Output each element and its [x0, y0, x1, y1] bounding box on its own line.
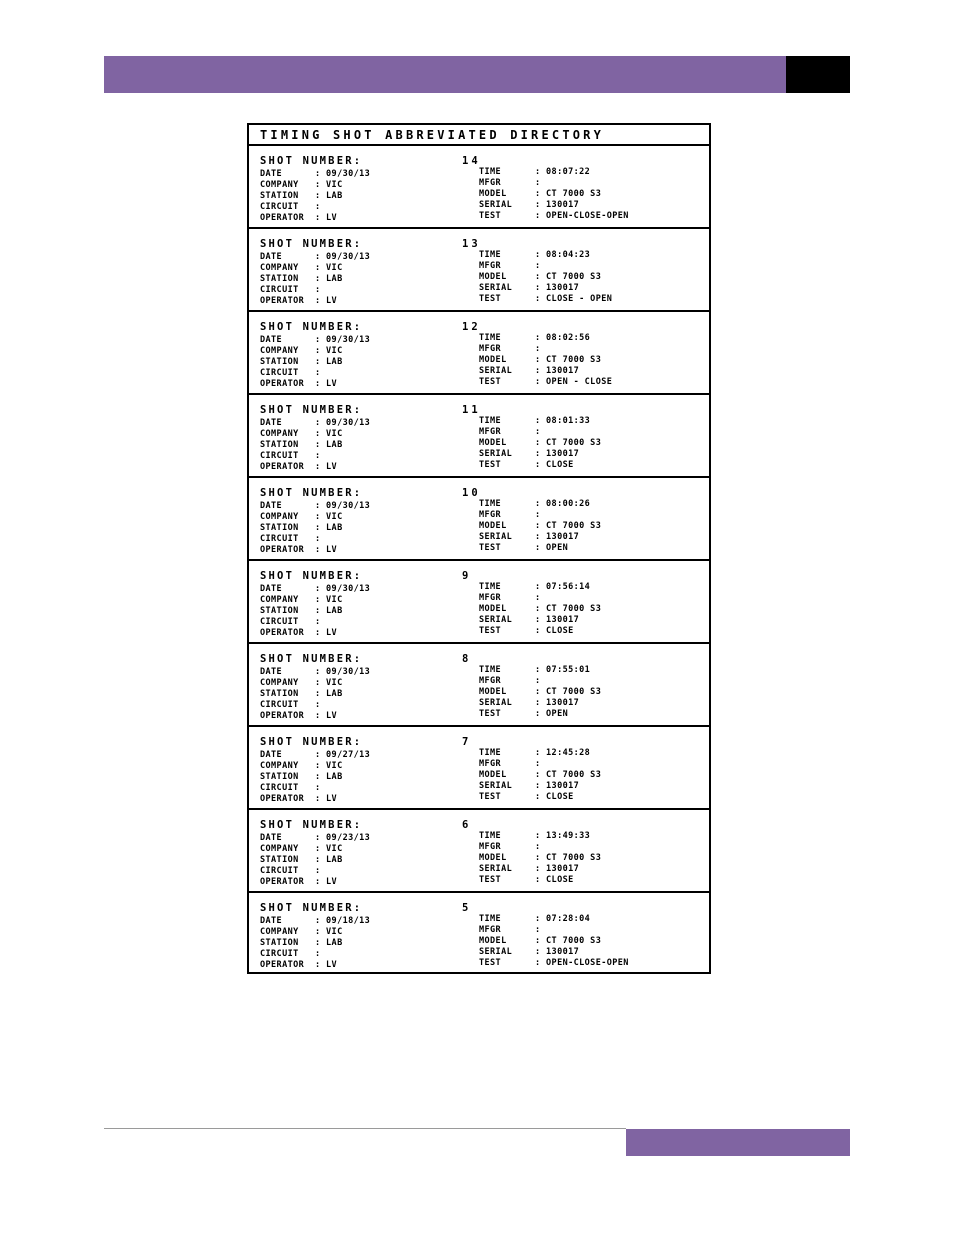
company-label: COMPANY — [260, 263, 299, 273]
model-value: : CT 7000 S3 — [535, 770, 602, 780]
station-value: : LAB — [315, 191, 343, 201]
mfgr-label: MFGR — [479, 261, 502, 271]
serial-value: : 130017 — [535, 200, 580, 210]
company-value: : VIC — [315, 180, 343, 190]
operator-value: : LV — [315, 545, 338, 555]
serial-label: SERIAL — [479, 781, 513, 791]
shot-number-label: SHOT NUMBER: — [260, 321, 363, 333]
station-value: : LAB — [315, 689, 343, 699]
test-label: TEST — [479, 211, 502, 221]
station-label: STATION — [260, 938, 299, 948]
model-label: MODEL — [479, 853, 507, 863]
model-label: MODEL — [479, 438, 507, 448]
time-label: TIME — [479, 748, 502, 758]
operator-label: OPERATOR — [260, 379, 305, 389]
model-label: MODEL — [479, 936, 507, 946]
test-value: : CLOSE - OPEN — [535, 294, 613, 304]
model-value: : CT 7000 S3 — [535, 853, 602, 863]
shot-number-label: SHOT NUMBER: — [260, 238, 363, 250]
date-label: DATE — [260, 584, 283, 594]
printout-title: TIMING SHOT ABBREVIATED DIRECTORY — [249, 125, 709, 146]
time-label: TIME — [479, 250, 502, 260]
mfgr-value: : — [535, 925, 541, 935]
mfgr-value: : — [535, 759, 541, 769]
shot-entry — [249, 478, 709, 561]
time-label: TIME — [479, 333, 502, 343]
operator-value: : LV — [315, 296, 338, 306]
circuit-value: : — [315, 783, 321, 793]
station-value: : LAB — [315, 938, 343, 948]
model-label: MODEL — [479, 770, 507, 780]
shot-entry — [249, 312, 709, 395]
station-label: STATION — [260, 606, 299, 616]
serial-label: SERIAL — [479, 449, 513, 459]
date-value: : 09/23/13 — [315, 833, 371, 843]
shot-entry — [249, 229, 709, 312]
serial-label: SERIAL — [479, 698, 513, 708]
test-label: TEST — [479, 875, 502, 885]
operator-value: : LV — [315, 711, 338, 721]
company-value: : VIC — [315, 346, 343, 356]
shot-number-value: 9 — [462, 570, 472, 582]
model-value: : CT 7000 S3 — [535, 438, 602, 448]
mfgr-value: : — [535, 676, 541, 686]
time-label: TIME — [479, 499, 502, 509]
date-label: DATE — [260, 833, 283, 843]
station-value: : LAB — [315, 440, 343, 450]
time-label: TIME — [479, 167, 502, 177]
test-value: : CLOSE — [535, 626, 574, 636]
date-value: : 09/30/13 — [315, 169, 371, 179]
circuit-value: : — [315, 866, 321, 876]
station-label: STATION — [260, 855, 299, 865]
model-value: : CT 7000 S3 — [535, 272, 602, 282]
station-value: : LAB — [315, 357, 343, 367]
serial-value: : 130017 — [535, 615, 580, 625]
shot-number-label: SHOT NUMBER: — [260, 736, 363, 748]
shot-number-value: 14 — [462, 155, 481, 167]
test-value: : OPEN - CLOSE — [535, 377, 613, 387]
time-value: : 12:45:28 — [535, 748, 591, 758]
serial-label: SERIAL — [479, 283, 513, 293]
test-value: : OPEN — [535, 543, 569, 553]
company-label: COMPANY — [260, 180, 299, 190]
circuit-value: : — [315, 949, 321, 959]
circuit-label: CIRCUIT — [260, 451, 299, 461]
date-label: DATE — [260, 667, 283, 677]
mfgr-value: : — [535, 344, 541, 354]
serial-value: : 130017 — [535, 366, 580, 376]
operator-label: OPERATOR — [260, 213, 305, 223]
test-value: : CLOSE — [535, 460, 574, 470]
test-value: : CLOSE — [535, 875, 574, 885]
model-label: MODEL — [479, 521, 507, 531]
mfgr-value: : — [535, 510, 541, 520]
circuit-value: : — [315, 202, 321, 212]
circuit-label: CIRCUIT — [260, 202, 299, 212]
mfgr-label: MFGR — [479, 427, 502, 437]
station-label: STATION — [260, 357, 299, 367]
circuit-label: CIRCUIT — [260, 949, 299, 959]
serial-label: SERIAL — [479, 615, 513, 625]
footer-rule — [104, 1128, 626, 1129]
serial-label: SERIAL — [479, 200, 513, 210]
circuit-value: : — [315, 451, 321, 461]
shot-number-value: 6 — [462, 819, 472, 831]
test-label: TEST — [479, 792, 502, 802]
shot-number-label: SHOT NUMBER: — [260, 902, 363, 914]
shot-number-value: 11 — [462, 404, 481, 416]
station-label: STATION — [260, 274, 299, 284]
shot-number-value: 5 — [462, 902, 472, 914]
company-label: COMPANY — [260, 927, 299, 937]
operator-label: OPERATOR — [260, 960, 305, 970]
date-value: : 09/30/13 — [315, 252, 371, 262]
shot-entry — [249, 727, 709, 810]
model-label: MODEL — [479, 687, 507, 697]
model-value: : CT 7000 S3 — [535, 355, 602, 365]
station-value: : LAB — [315, 606, 343, 616]
date-label: DATE — [260, 916, 283, 926]
operator-label: OPERATOR — [260, 794, 305, 804]
test-label: TEST — [479, 958, 502, 968]
date-label: DATE — [260, 335, 283, 345]
model-label: MODEL — [479, 272, 507, 282]
operator-label: OPERATOR — [260, 711, 305, 721]
date-value: : 09/30/13 — [315, 335, 371, 345]
company-label: COMPANY — [260, 678, 299, 688]
timing-shot-directory-printout — [247, 123, 711, 974]
time-value: : 13:49:33 — [535, 831, 591, 841]
mfgr-value: : — [535, 842, 541, 852]
mfgr-value: : — [535, 427, 541, 437]
mfgr-label: MFGR — [479, 593, 502, 603]
header-page-block — [786, 56, 850, 93]
company-label: COMPANY — [260, 595, 299, 605]
circuit-label: CIRCUIT — [260, 866, 299, 876]
company-value: : VIC — [315, 263, 343, 273]
operator-value: : LV — [315, 794, 338, 804]
company-label: COMPANY — [260, 346, 299, 356]
test-label: TEST — [479, 543, 502, 553]
station-label: STATION — [260, 689, 299, 699]
serial-value: : 130017 — [535, 449, 580, 459]
serial-value: : 130017 — [535, 947, 580, 957]
mfgr-label: MFGR — [479, 344, 502, 354]
operator-value: : LV — [315, 960, 338, 970]
shot-number-value: 7 — [462, 736, 472, 748]
circuit-value: : — [315, 285, 321, 295]
time-value: : 08:00:26 — [535, 499, 591, 509]
mfgr-label: MFGR — [479, 925, 502, 935]
time-value: : 08:01:33 — [535, 416, 591, 426]
time-value: : 07:55:01 — [535, 665, 591, 675]
company-label: COMPANY — [260, 844, 299, 854]
test-value: : OPEN — [535, 709, 569, 719]
test-label: TEST — [479, 294, 502, 304]
time-value: : 08:02:56 — [535, 333, 591, 343]
station-value: : LAB — [315, 274, 343, 284]
shot-list — [249, 146, 709, 975]
shot-entry — [249, 893, 709, 975]
date-label: DATE — [260, 252, 283, 262]
company-value: : VIC — [315, 512, 343, 522]
mfgr-value: : — [535, 593, 541, 603]
circuit-label: CIRCUIT — [260, 700, 299, 710]
footer-bar — [626, 1129, 850, 1156]
operator-value: : LV — [315, 379, 338, 389]
shot-number-value: 10 — [462, 487, 481, 499]
test-label: TEST — [479, 460, 502, 470]
serial-label: SERIAL — [479, 864, 513, 874]
date-value: : 09/18/13 — [315, 916, 371, 926]
test-value: : OPEN-CLOSE-OPEN — [535, 958, 629, 968]
test-value: : CLOSE — [535, 792, 574, 802]
time-label: TIME — [479, 416, 502, 426]
shot-entry — [249, 395, 709, 478]
date-label: DATE — [260, 418, 283, 428]
serial-value: : 130017 — [535, 864, 580, 874]
company-value: : VIC — [315, 678, 343, 688]
mfgr-label: MFGR — [479, 510, 502, 520]
date-label: DATE — [260, 501, 283, 511]
company-value: : VIC — [315, 927, 343, 937]
circuit-label: CIRCUIT — [260, 783, 299, 793]
mfgr-value: : — [535, 178, 541, 188]
serial-value: : 130017 — [535, 283, 580, 293]
company-value: : VIC — [315, 761, 343, 771]
test-value: : OPEN-CLOSE-OPEN — [535, 211, 629, 221]
shot-number-value: 8 — [462, 653, 472, 665]
company-label: COMPANY — [260, 512, 299, 522]
station-value: : LAB — [315, 523, 343, 533]
model-value: : CT 7000 S3 — [535, 936, 602, 946]
date-value: : 09/30/13 — [315, 501, 371, 511]
test-label: TEST — [479, 626, 502, 636]
station-value: : LAB — [315, 772, 343, 782]
test-label: TEST — [479, 709, 502, 719]
time-label: TIME — [479, 914, 502, 924]
time-value: : 07:56:14 — [535, 582, 591, 592]
mfgr-label: MFGR — [479, 178, 502, 188]
operator-value: : LV — [315, 877, 338, 887]
model-label: MODEL — [479, 604, 507, 614]
date-value: : 09/30/13 — [315, 667, 371, 677]
shot-entry — [249, 146, 709, 229]
operator-value: : LV — [315, 628, 338, 638]
operator-label: OPERATOR — [260, 877, 305, 887]
mfgr-label: MFGR — [479, 676, 502, 686]
serial-label: SERIAL — [479, 947, 513, 957]
station-label: STATION — [260, 772, 299, 782]
shot-number-value: 13 — [462, 238, 481, 250]
shot-entry — [249, 810, 709, 893]
company-label: COMPANY — [260, 429, 299, 439]
circuit-value: : — [315, 368, 321, 378]
circuit-value: : — [315, 700, 321, 710]
time-label: TIME — [479, 831, 502, 841]
operator-label: OPERATOR — [260, 545, 305, 555]
time-value: : 08:04:23 — [535, 250, 591, 260]
time-label: TIME — [479, 582, 502, 592]
circuit-label: CIRCUIT — [260, 285, 299, 295]
shot-number-label: SHOT NUMBER: — [260, 487, 363, 499]
circuit-label: CIRCUIT — [260, 368, 299, 378]
operator-label: OPERATOR — [260, 462, 305, 472]
shot-entry — [249, 561, 709, 644]
model-value: : CT 7000 S3 — [535, 521, 602, 531]
date-label: DATE — [260, 750, 283, 760]
shot-number-label: SHOT NUMBER: — [260, 404, 363, 416]
test-label: TEST — [479, 377, 502, 387]
circuit-value: : — [315, 534, 321, 544]
mfgr-label: MFGR — [479, 842, 502, 852]
operator-value: : LV — [315, 462, 338, 472]
shot-entry — [249, 644, 709, 727]
time-value: : 08:07:22 — [535, 167, 591, 177]
serial-value: : 130017 — [535, 698, 580, 708]
circuit-label: CIRCUIT — [260, 534, 299, 544]
serial-value: : 130017 — [535, 781, 580, 791]
serial-label: SERIAL — [479, 366, 513, 376]
shot-number-label: SHOT NUMBER: — [260, 570, 363, 582]
operator-label: OPERATOR — [260, 628, 305, 638]
shot-number-label: SHOT NUMBER: — [260, 155, 363, 167]
operator-value: : LV — [315, 213, 338, 223]
time-label: TIME — [479, 665, 502, 675]
header-bar — [104, 56, 786, 93]
serial-value: : 130017 — [535, 532, 580, 542]
circuit-value: : — [315, 617, 321, 627]
model-value: : CT 7000 S3 — [535, 687, 602, 697]
circuit-label: CIRCUIT — [260, 617, 299, 627]
date-value: : 09/30/13 — [315, 418, 371, 428]
operator-label: OPERATOR — [260, 296, 305, 306]
date-label: DATE — [260, 169, 283, 179]
serial-label: SERIAL — [479, 532, 513, 542]
station-label: STATION — [260, 440, 299, 450]
time-value: : 07:28:04 — [535, 914, 591, 924]
station-label: STATION — [260, 523, 299, 533]
company-label: COMPANY — [260, 761, 299, 771]
station-label: STATION — [260, 191, 299, 201]
model-value: : CT 7000 S3 — [535, 189, 602, 199]
date-value: : 09/30/13 — [315, 584, 371, 594]
model-value: : CT 7000 S3 — [535, 604, 602, 614]
mfgr-value: : — [535, 261, 541, 271]
mfgr-label: MFGR — [479, 759, 502, 769]
station-value: : LAB — [315, 855, 343, 865]
shot-number-label: SHOT NUMBER: — [260, 819, 363, 831]
model-label: MODEL — [479, 355, 507, 365]
shot-number-label: SHOT NUMBER: — [260, 653, 363, 665]
shot-number-value: 12 — [462, 321, 481, 333]
company-value: : VIC — [315, 844, 343, 854]
date-value: : 09/27/13 — [315, 750, 371, 760]
model-label: MODEL — [479, 189, 507, 199]
company-value: : VIC — [315, 429, 343, 439]
company-value: : VIC — [315, 595, 343, 605]
